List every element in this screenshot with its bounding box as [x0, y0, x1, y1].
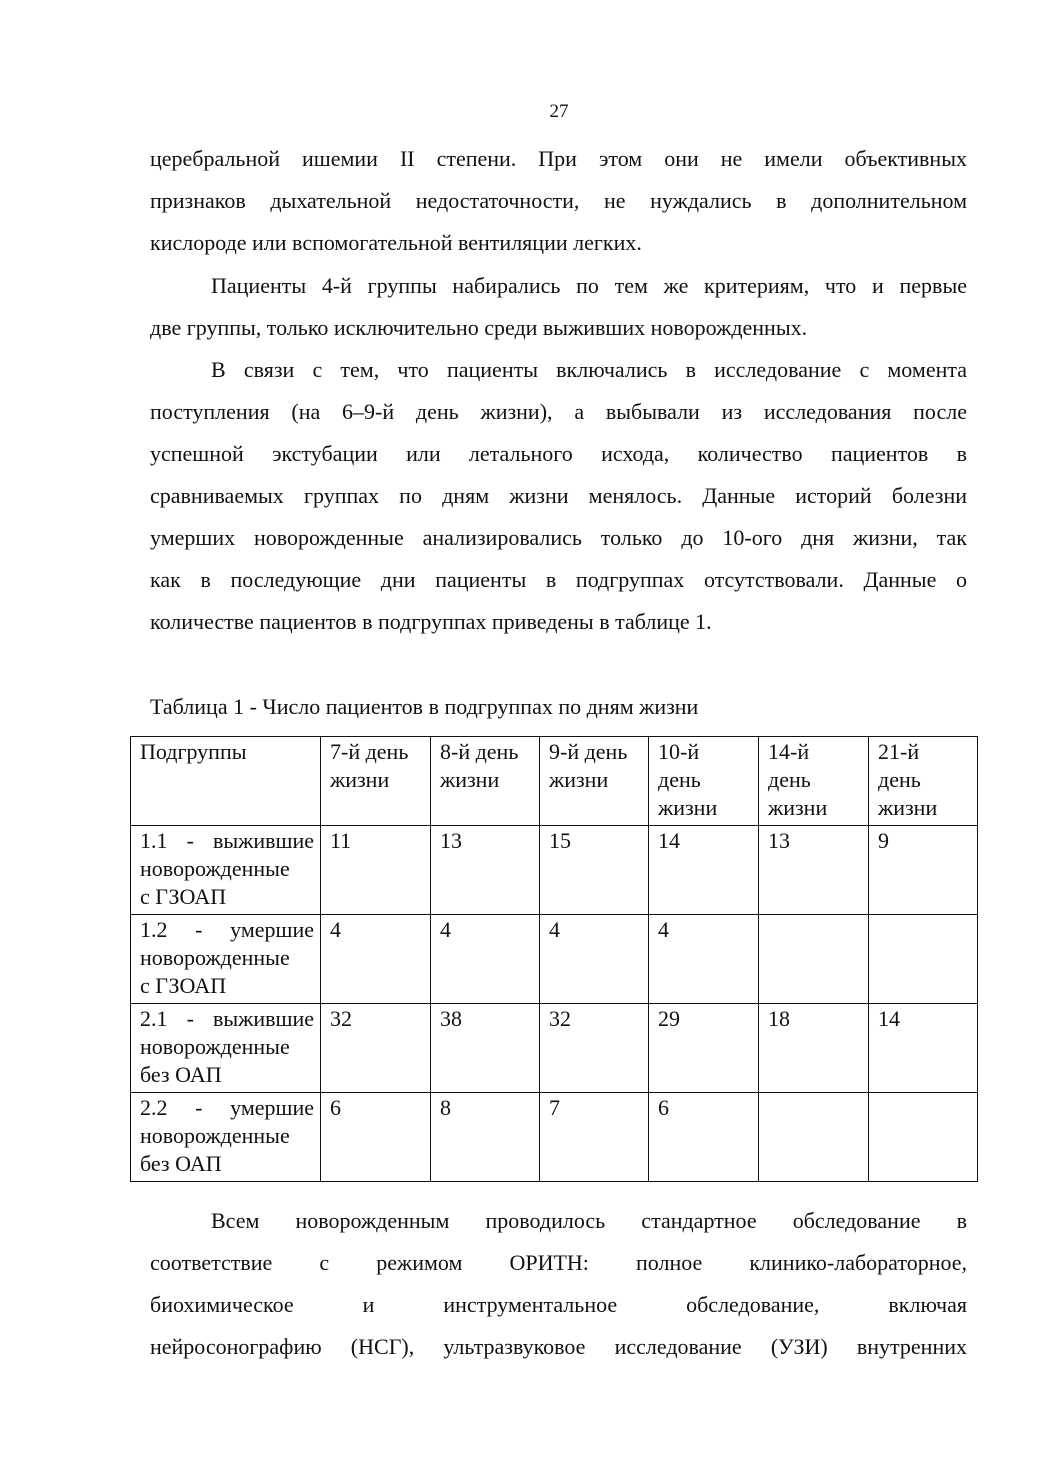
cell-text-line: жизни	[549, 767, 609, 792]
cell-text-line: день	[878, 767, 921, 792]
cell-text-line: жизни	[658, 795, 718, 820]
cell-text-line: без ОАП	[140, 1151, 222, 1176]
text-line: соответствие с режимом ОРИТН: полное клинико-лабораторное,	[150, 1250, 967, 1275]
value-cell: 4	[321, 915, 431, 1004]
patients-table	[130, 736, 978, 1182]
text-line: две группы, только исключительно среди выживших новорожденных.	[150, 315, 808, 340]
cell-text-line: с ГЗОАП	[140, 973, 227, 998]
header-cell	[321, 737, 431, 826]
cell-text-line: жизни	[768, 795, 828, 820]
text-line: признаков дыхательной недостаточности, не нуждались в дополнительном	[150, 188, 967, 213]
value-cell: 9	[869, 826, 978, 915]
header-cell	[131, 737, 321, 826]
cell-text-line: с ГЗОАП	[140, 884, 227, 909]
table-row	[131, 1093, 978, 1182]
table-header-row	[131, 737, 978, 826]
value-cell	[759, 1093, 869, 1182]
paragraph-3	[150, 349, 967, 643]
cell-text-line: 21-й	[878, 739, 920, 764]
cell-text-line: день	[658, 767, 701, 792]
value-cell: 13	[431, 826, 540, 915]
cell-text-line: 2.2 - умершие	[140, 1095, 314, 1120]
text-line: нейросонографию (НСГ), ультразвуковое исследование (УЗИ) внутренних	[150, 1334, 967, 1359]
value-cell: 38	[431, 1004, 540, 1093]
text-line: биохимическое и инструментальное обследование, включая	[150, 1292, 967, 1317]
value-cell: 11	[321, 826, 431, 915]
value-cell: 7	[540, 1093, 649, 1182]
header-cell	[431, 737, 540, 826]
group-cell	[131, 826, 321, 915]
cell-text-line: новорожденные	[140, 1123, 290, 1148]
cell-text-line: новорожденные	[140, 856, 290, 881]
cell-text-line: 2.1 - выжившие	[140, 1006, 314, 1031]
value-cell: 32	[540, 1004, 649, 1093]
cell-text-line: 1.2 - умершие	[140, 917, 314, 942]
cell-text-line: жизни	[330, 767, 390, 792]
text-line: кислороде или вспомогательной вентиляции легких.	[150, 230, 642, 255]
text-line: Пациенты 4-й группы набирались по тем же критериям, что и первые	[211, 273, 967, 298]
cell-text-line: 7-й день	[330, 739, 409, 764]
value-cell: 14	[649, 826, 759, 915]
value-cell: 4	[649, 915, 759, 1004]
cell-text-line: новорожденные	[140, 1034, 290, 1059]
cell-text-line: 9-й день	[549, 739, 628, 764]
cell-text-line: жизни	[440, 767, 500, 792]
text-line: Всем новорожденным проводилось стандартное обследование в	[211, 1208, 967, 1233]
table-row	[131, 915, 978, 1004]
value-cell: 6	[321, 1093, 431, 1182]
header-cell	[759, 737, 869, 826]
value-cell	[869, 915, 978, 1004]
value-cell	[869, 1093, 978, 1182]
text-line: церебральной ишемии II степени. При этом они не имели объективных	[150, 146, 967, 171]
cell-text-line: 14-й	[768, 739, 810, 764]
header-cell	[649, 737, 759, 826]
group-cell	[131, 915, 321, 1004]
text-line: количестве пациентов в подгруппах приведены в таблице 1.	[150, 609, 712, 634]
value-cell: 8	[431, 1093, 540, 1182]
header-cell	[540, 737, 649, 826]
value-cell: 14	[869, 1004, 978, 1093]
cell-text-line: Подгруппы	[140, 739, 247, 764]
cell-text-line: 8-й день	[440, 739, 519, 764]
text-line: успешной экстубации или летального исхода, количество пациентов в	[150, 441, 967, 466]
group-cell	[131, 1093, 321, 1182]
value-cell: 13	[759, 826, 869, 915]
value-cell: 15	[540, 826, 649, 915]
paragraph-4	[150, 1200, 967, 1368]
header-cell	[869, 737, 978, 826]
value-cell: 4	[540, 915, 649, 1004]
table-row	[131, 1004, 978, 1093]
paragraph-2	[150, 265, 967, 349]
text-line: В связи с тем, что пациенты включались в исследование с момента	[211, 357, 967, 382]
cell-text-line: новорожденные	[140, 945, 290, 970]
group-cell	[131, 1004, 321, 1093]
value-cell: 6	[649, 1093, 759, 1182]
text-line: как в последующие дни пациенты в подгруппах отсутствовали. Данные о	[150, 567, 967, 592]
table-caption: Таблица 1 - Число пациентов в подгруппах по дням жизни	[150, 694, 699, 719]
value-cell: 18	[759, 1004, 869, 1093]
cell-text-line: 10-й	[658, 739, 700, 764]
value-cell: 29	[649, 1004, 759, 1093]
cell-text-line: день	[768, 767, 811, 792]
table-row	[131, 826, 978, 915]
text-line: сравниваемых группах по дням жизни менялось. Данные историй болезни	[150, 483, 967, 508]
paragraph-1	[150, 138, 967, 264]
text-line: поступления (на 6–9-й день жизни), а выбывали из исследования после	[150, 399, 967, 424]
text-line: умерших новорожденные анализировались только до 10-ого дня жизни, так	[150, 525, 967, 550]
page-number: 27	[549, 101, 569, 122]
cell-text-line: жизни	[878, 795, 938, 820]
value-cell: 4	[431, 915, 540, 1004]
value-cell	[759, 915, 869, 1004]
cell-text-line: без ОАП	[140, 1062, 222, 1087]
value-cell: 32	[321, 1004, 431, 1093]
cell-text-line: 1.1 - выжившие	[140, 828, 314, 853]
